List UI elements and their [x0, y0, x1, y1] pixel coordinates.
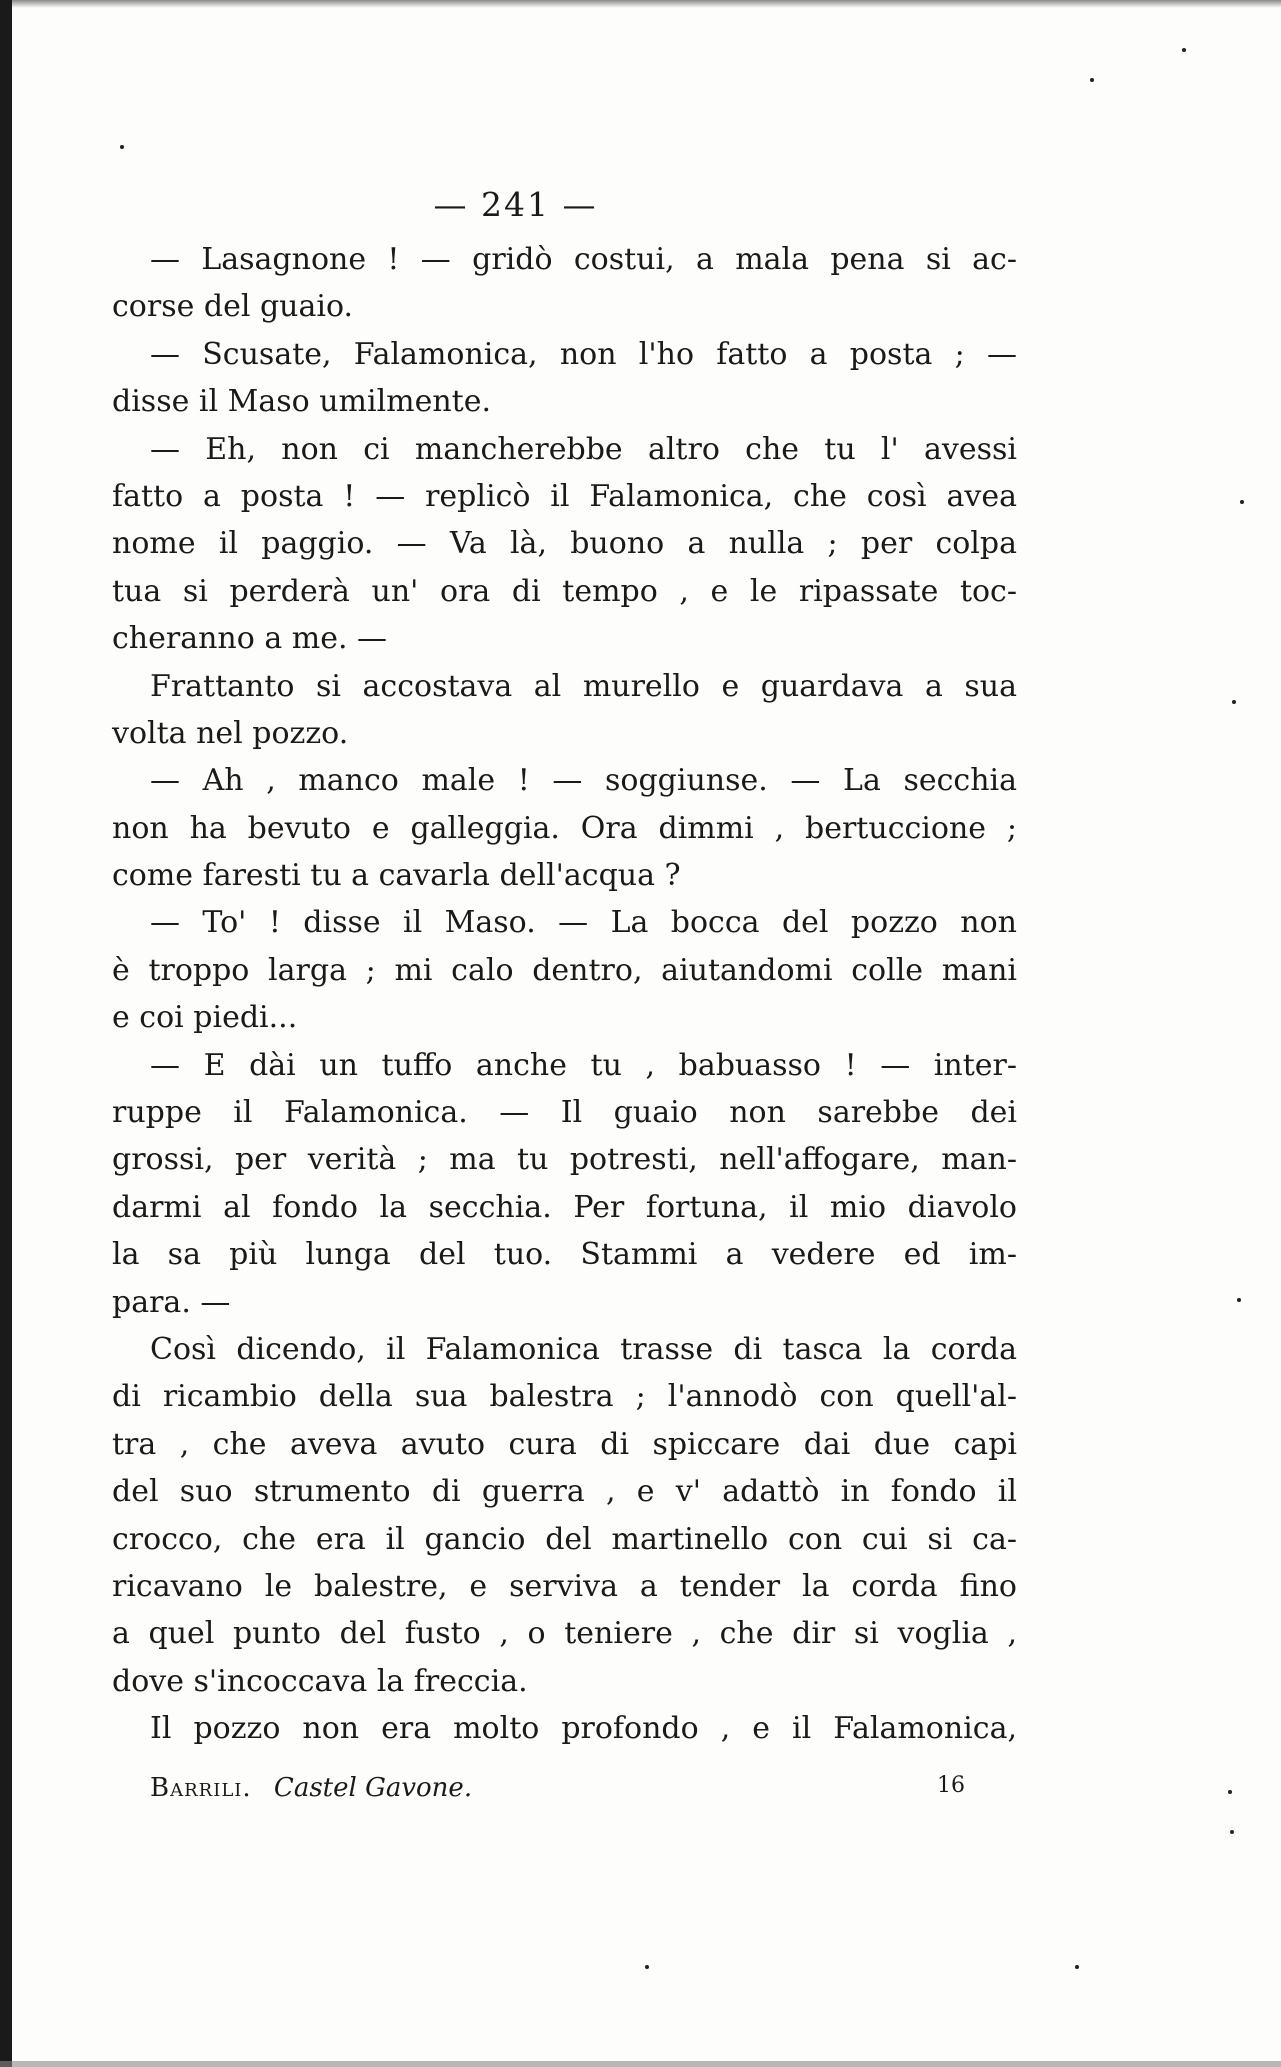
text-line: crocco, che era il gancio del martinello con cui si ca- — [112, 1521, 1017, 1557]
text-line: è troppo larga ; mi calo dentro, aiutandomi colle mani — [112, 952, 1017, 988]
text-line: Il pozzo non era molto profondo , e il Falamonica, — [150, 1711, 1017, 1747]
scan-speck — [1075, 1965, 1079, 1969]
text-line: para. — — [112, 1284, 231, 1320]
text-line: ruppe il Falamonica. — Il guaio non sarebbe dei — [112, 1095, 1017, 1131]
text-line: disse il Maso umilmente. — [112, 384, 492, 420]
footer-signature-mark: 16 — [937, 1773, 965, 1798]
scan-speck — [1228, 1790, 1232, 1794]
text-line: volta nel pozzo. — [112, 715, 349, 751]
footer-book-title: Castel Gavone. — [273, 1773, 473, 1803]
text-line: del suo strumento di guerra , e v' adattò in fondo il — [112, 1474, 1017, 1510]
text-line: fatto a posta ! — replicò il Falamonica, che così avea — [112, 478, 1017, 514]
text-line: non ha bevuto e galleggia. Ora dimmi , bertuccione ; — [112, 810, 1017, 846]
page-number: — 241 — — [433, 185, 598, 224]
text-line: di ricambio della sua balestra ; l'annodò con quell'al- — [112, 1379, 1017, 1415]
text-line: tra , che aveva avuto cura di spiccare dai due capi — [112, 1426, 1017, 1462]
text-line: nome il paggio. — Va là, buono a nulla ; per colpa — [112, 526, 1017, 562]
text-line: come faresti tu a cavarla dell'acqua ? — [112, 858, 681, 894]
text-line: ricavano le balestre, e serviva a tender la corda fino — [112, 1568, 1017, 1604]
text-line: — Eh, non ci mancherebbe altro che tu l' avessi — [150, 431, 1017, 467]
body-text — [112, 236, 1017, 1753]
scan-speck — [1240, 500, 1244, 504]
text-line: Così dicendo, il Falamonica trasse di tasca la corda — [150, 1331, 1017, 1367]
text-line: — Scusate, Falamonica, non l'ho fatto a posta ; — — [150, 336, 1017, 372]
scan-speck — [645, 1965, 649, 1969]
text-line: — To' ! disse il Maso. — La bocca del pozzo non — [150, 905, 1017, 941]
text-line: e coi piedi... — [112, 1000, 298, 1036]
scan-speck — [1237, 1298, 1241, 1302]
text-line: grossi, per verità ; ma tu potresti, nell'affogare, man- — [112, 1142, 1017, 1178]
scan-bottom-edge — [0, 2061, 1281, 2067]
scan-speck — [1230, 1830, 1234, 1834]
page-footer — [150, 1773, 965, 1813]
text-line: dove s'incoccava la freccia. — [112, 1663, 528, 1699]
text-line: — Lasagnone ! — gridò costui, a mala pena si ac- — [150, 242, 1017, 277]
scan-speck — [1182, 48, 1186, 52]
text-line: corse del guaio. — [112, 289, 354, 325]
text-line: — E dài un tuffo anche tu , babuasso ! — inter- — [150, 1047, 1017, 1083]
text-line: — Ah , manco male ! — soggiunse. — La secchia — [150, 763, 1017, 799]
scan-speck — [120, 145, 124, 149]
text-line: Frattanto si accostava al murello e guardava a sua — [150, 668, 1017, 704]
text-line: cheranno a me. — — [112, 621, 388, 657]
text-line: darmi al fondo la secchia. Per fortuna, il mio diavolo — [112, 1189, 1017, 1225]
text-line: la sa più lunga del tuo. Stammi a vedere ed im- — [112, 1237, 1017, 1273]
scan-speck — [1232, 700, 1236, 704]
text-line: a quel punto del fusto , o teniere , che dir si voglia , — [112, 1616, 1017, 1652]
scan-speck — [1090, 78, 1094, 82]
text-line: tua si perderà un' ora di tempo , e le ripassate toc- — [112, 573, 1017, 609]
scan-binding-edge — [0, 0, 12, 2067]
scan-top-edge — [0, 0, 1281, 8]
footer-author: Barrili. — [150, 1773, 252, 1803]
